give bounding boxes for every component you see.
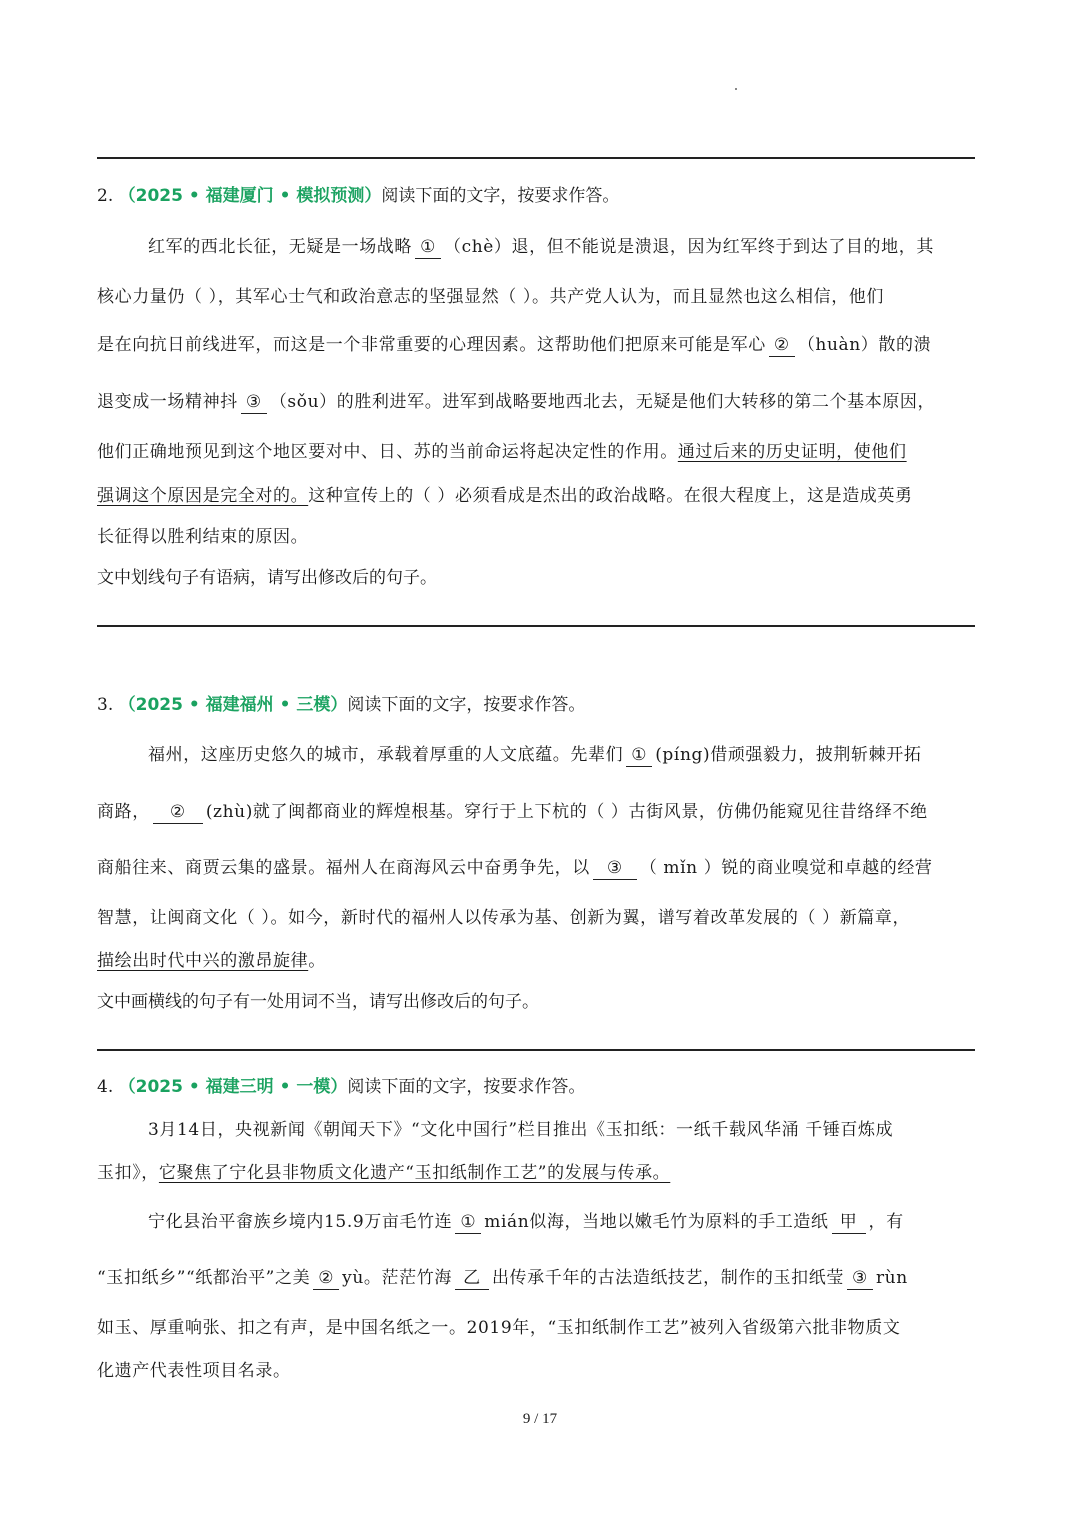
q2-text: 是在向抗日前线进军，而这是一个非常重要的心理因素。这帮助他们把原来可能是军心 (97, 335, 766, 355)
q3-blank-1: ① (626, 746, 652, 767)
q2-text: 这种宣传上的（ ）必须看成是杰出的政治战略。在很大程度上，这是造成英勇 (308, 486, 913, 506)
q3-blank-3: ③ (593, 859, 637, 880)
q2-line-5 (97, 437, 982, 462)
q2-line-7: 长征得以胜利结束的原因。 (97, 527, 309, 547)
q2-line-2: 核心力量仍（ ），其军心士气和政治意志的坚强显然（ ）。共产党人认为，而且显然也这么相信，他们 (97, 287, 885, 307)
scan-speck (735, 88, 737, 90)
q2-blank-1: ① (415, 238, 441, 259)
q2-number: 2. (97, 186, 114, 206)
q2-text: 红军的西北长征，无疑是一场战略 (148, 237, 412, 257)
q2-blank-2: ② (769, 336, 795, 357)
q3-line-3 (97, 853, 982, 880)
q3-underlined-sentence: 描绘出时代中兴的激昂旋律 (97, 951, 309, 971)
q3-number: 3. (97, 695, 114, 715)
q3-text: 商船往来、商贾云集的盛景。福州人在商海风云中奋勇争先，以 (97, 858, 590, 878)
q4-instruction: 阅读下面的文字，按要求作答。 (347, 1077, 586, 1097)
q3-task: 文中画横线的句子有一处用词不当，请写出修改后的句子。 (97, 992, 539, 1012)
q3-text: (zhù)就了闽都商业的辉煌根基。穿行于上下杭的（ ）古街风景，仿佛仍能窥见往昔络绎不绝 (205, 802, 928, 822)
q4-line-6: 化遗产代表性项目名录。 (97, 1361, 291, 1381)
q2-line-6 (97, 481, 982, 506)
q3-line-1 (148, 740, 982, 767)
q4-text: ，有 (868, 1212, 904, 1232)
q3-text: 福州，这座历史悠久的城市，承载着厚重的人文底蕴。先辈们 (148, 745, 624, 765)
q4-line-3 (148, 1207, 982, 1234)
q4-line-5: 如玉、厚重响张、扣之有声，是中国名纸之一。2019年，“玉扣纸制作工艺”被列入省级第六批非物质文 (97, 1318, 901, 1338)
q3-text: 。 (308, 951, 326, 971)
divider-top (97, 157, 975, 159)
q3-text: 商路， (97, 802, 150, 822)
q2-task: 文中划线句子有语病，请写出修改后的句子。 (97, 568, 437, 588)
q4-text: yù。茫茫竹海 (342, 1268, 452, 1288)
q3-blank-2: ② (153, 803, 203, 824)
q2-line-4 (97, 387, 982, 414)
q3-source: （2025 • 福建福州 • 三模） (118, 695, 348, 715)
q2-instruction: 阅读下面的文字，按要求作答。 (381, 186, 620, 206)
q2-blank-3: ③ (241, 393, 267, 414)
q2-underlined-sentence: 通过后来的历史证明，使他们 (677, 442, 907, 462)
page-number: 9 / 17 (522, 1411, 558, 1427)
q4-underlined-sentence: 它聚焦了宁化县非物质文化遗产“玉扣纸制作工艺”的发展与传承。 (158, 1163, 671, 1183)
q3-instruction: 阅读下面的文字，按要求作答。 (347, 695, 586, 715)
q3-line-2 (97, 797, 982, 824)
q2-line-3 (97, 330, 982, 357)
q4-blank-2: ② (313, 1269, 339, 1290)
q4-number: 4. (97, 1077, 114, 1097)
q4-blank-jia: 甲 (832, 1213, 866, 1234)
q2-text: 他们正确地预见到这个地区要对中、日、苏的当前命运将起决定性的作用。 (97, 442, 678, 462)
q4-line-2 (97, 1158, 982, 1183)
q2-heading (97, 181, 619, 206)
q2-text: （huàn）散的溃 (797, 335, 932, 355)
divider-q3 (97, 625, 975, 627)
q3-heading (97, 690, 585, 715)
q4-text: 出传承千年的古法造纸技艺，制作的玉扣纸莹 (491, 1268, 844, 1288)
divider-q4 (97, 1049, 975, 1051)
q3-text: （ mǐn ）锐的商业嗅觉和卓越的经营 (639, 858, 933, 878)
q4-text: “玉扣纸乡”“纸都治平”之美 (97, 1268, 311, 1288)
q3-line-5 (97, 946, 982, 971)
q3-text: (píng)借顽强毅力，披荆斩棘开拓 (655, 745, 922, 765)
q4-blank-yi: 乙 (455, 1269, 489, 1290)
q2-source: （2025 • 福建厦门 • 模拟预测） (118, 186, 382, 206)
q4-heading (97, 1072, 585, 1097)
q2-line-1 (148, 232, 982, 259)
q4-text: 宁化县治平畲族乡境内15.9万亩毛竹连 (148, 1212, 453, 1232)
q4-text: rùn (875, 1268, 908, 1288)
q4-blank-3: ③ (847, 1269, 873, 1290)
q4-line-4 (97, 1263, 982, 1290)
q4-line-1: 3月14日，央视新闻《朝闻天下》“文化中国行”栏目推出《玉扣纸：一纸千载风华涌 千锤百炼成 (148, 1120, 894, 1140)
q2-text: 退变成一场精神抖 (97, 392, 238, 412)
q2-text: （sǒu）的胜利进军。进军到战略要地西北去，无疑是他们大转移的第二个基本原因， (269, 392, 936, 412)
q4-text: mián似海，当地以嫩毛竹为原料的手工造纸 (484, 1212, 829, 1232)
q2-underlined-sentence-end: 强调这个原因是完全对的。 (97, 486, 309, 506)
q3-line-4: 智慧，让闽商文化（ ）。如今，新时代的福州人以传承为基、创新为翼，谱写着改革发展的（ ）新篇章， (97, 908, 911, 928)
q2-text: （chè）退，但不能说是溃退，因为红军终于到达了目的地，其 (444, 237, 934, 257)
q4-text: 玉扣》， (97, 1163, 159, 1183)
q4-blank-1: ① (455, 1213, 481, 1234)
q4-source: （2025 • 福建三明 • 一模） (118, 1077, 348, 1097)
